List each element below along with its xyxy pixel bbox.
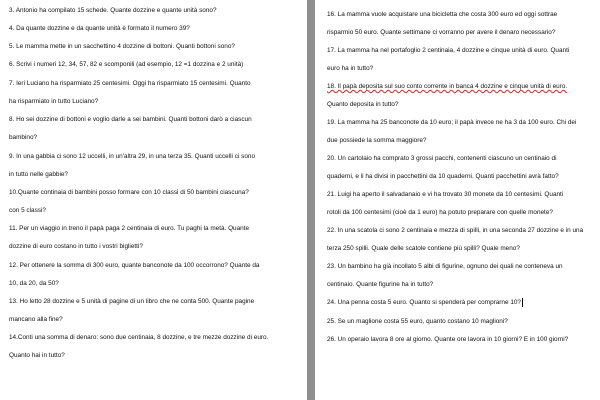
problem-19: 19. La mamma ha 25 banconote da 10 euro; il papà invece ne ha 3 da 100 euro. Chi dei due possiede la somma maggiore?: [327, 119, 577, 144]
problem-20: 20. Un cartolaio ha comprato 3 grossi pacchi, contenenti ciascuno un centinaio di quaderni, e li ha divisi in pacchettini da 10 quaderni. Quanti pacchettini avrà fatto?: [327, 155, 559, 180]
problem-25: 25. Se un maglione costa 55 euro, quanto costano 10 maglioni?: [327, 318, 508, 325]
problem-17: 17. La mamma ha nel portafoglio 2 centinaia, 4 dozzine e cinque unità di euro. Quanti euro ha in tutto?: [327, 47, 570, 72]
page-gutter: [307, 0, 315, 400]
problem-8: 8. Ho sei dozzine di bottoni e voglio darle a sei bambini. Quanti bottoni darò a ciascun bambino?: [9, 116, 252, 141]
problem-21: 21. Luigi ha aperto il salvadanaio e vi ha trovato 30 monete da 10 centesimi. Quanti rotoli da 100 centesimi (cioè da 1 euro) ha potuto preparare con quelle monete?: [327, 191, 564, 216]
problem-4: 4. Da quante dozzine e da quante unità è formato il numero 39?: [9, 25, 190, 32]
problem-5: 5. Le mamma mette in un sacchettino 4 dozzine di bottoni. Quanti bottoni sono?: [9, 43, 235, 50]
problem-7: 7. Ieri Luciano ha risparmiato 25 centesimi. Oggi ha risparmiato 15 centesimi. Quanto ha risparmiato in tutto Luciano?: [9, 80, 251, 105]
text-cursor: [522, 298, 523, 307]
document-page-right[interactable]: [315, 0, 600, 400]
problem-6: 6. Scrivi i numeri 12, 34, 57, 82 e scomponili (ad esempio, 12 =1 dozzina e 2 unità): [9, 61, 244, 68]
problem-14: 14.Conti una somma di denaro: sono due centinaia, 8 dozzine, e tre mezze dozzine di euro. Quanto hai in tutto?: [9, 334, 269, 359]
problem-26: 26. Un operaio lavora 8 ore al giorno. Quante ore lavora in 10 giorni? E in 100 giorni?: [327, 336, 569, 343]
problem-12: 12. Per ottenere la somma di 300 euro, quante banconote da 100 occorrono? Quante da 10, da 20, da 50?: [9, 262, 260, 287]
problem-13: 13. Ho letto 28 dozzine e 5 unità di pagine di un libro che ne conta 500. Quante pagine mancano alla fine?: [9, 298, 255, 323]
problem-23: 23. Un bambino ha già incollato 5 albi di figurine, ognuno dei quali ne conteneva un centinaio. Quante figurine ha in tutto?: [327, 263, 563, 288]
problem-11: 11. Per un viaggio in treno il papà paga 2 centinaia di euro. Tu paghi la metà. Quante dozzine di euro costano in tutto i vostri biglietti?: [9, 225, 250, 250]
problem-18: 18. Il papà deposita sul suo conto corrente in banca 4 dozzine e cinque unità di euro. Quanto deposita in tutto?: [327, 83, 568, 108]
problem-10: 10.Quante continaia di bambini posso formare con 10 classi di 50 bambini ciascuna? con 5 classi?: [9, 189, 249, 214]
problem-3: 3. Antonio ha compilato 15 schede. Quante dozzine e quante unità sono?: [9, 7, 217, 14]
problem-16: 16. La mamma vuole acquistare una bicicletta che costa 300 euro ed oggi sottrae risparmio 50 euro. Quante settimane ci vorranno per avere il denaro necessario?: [327, 11, 558, 36]
problem-22: 22. In una scatola ci sono 2 centinaia e mezza di spilli, in una seconda 27 dozzine e in una terza 250 spilli. Quale delle scatole contiene più spilli? Quale meno?: [327, 227, 584, 252]
problem-9: 9. In una gabbia ci sono 12 uccelli, in un'altra 29, in una terza 35. Quanti uccelli ci sono in tutto nelle gabbie?: [9, 153, 255, 178]
problem-24: 24. Una penna costa 5 euro. Quanto si spenderà per comprarne 10?: [327, 299, 521, 306]
